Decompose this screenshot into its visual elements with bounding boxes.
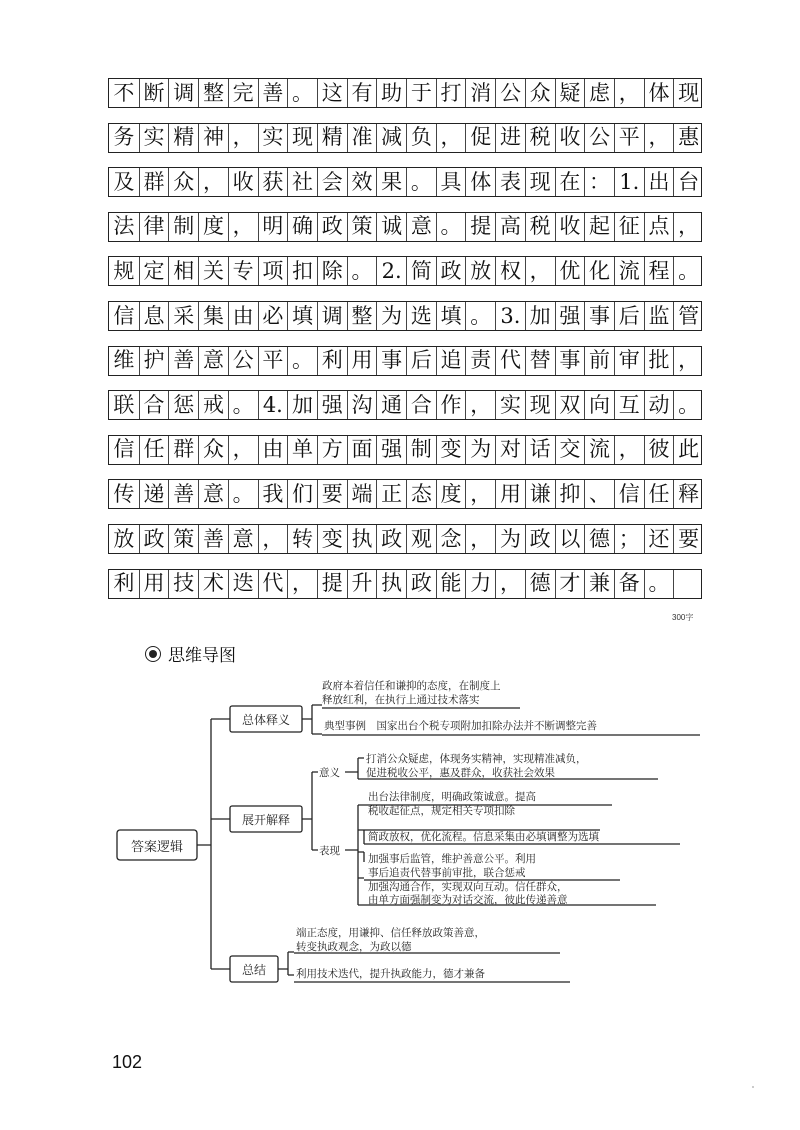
grid-char: 政 (143, 526, 165, 551)
grid-char: 向 (589, 392, 611, 417)
grid-char: 消 (470, 80, 492, 105)
grid-char: 意 (202, 481, 224, 506)
page-number: 102 (112, 1052, 143, 1072)
grid-char: 集 (202, 303, 224, 328)
grid-char: 意 (410, 214, 432, 239)
grid-char: 、 (589, 481, 611, 506)
grid-char: 4. (262, 392, 283, 417)
perf3-line2: 事后追责代替事前审批，联合惩戒 (368, 867, 526, 879)
grid-char: 提 (321, 571, 343, 596)
grid-char: ， (292, 571, 314, 596)
root-label: 答案逻辑 (130, 840, 184, 855)
grid-char: ： (589, 169, 611, 194)
grid-char: 交 (559, 437, 581, 462)
grid-char: 疑 (559, 80, 581, 105)
grid-char: 减 (381, 125, 403, 150)
grid-char: 用 (499, 481, 521, 506)
grid-char: 正 (381, 481, 403, 506)
meaning-label: 意义 (319, 767, 340, 779)
perf1-line2: 税收起征点，规定相关专项扣除 (368, 805, 515, 817)
grid-char: 动 (648, 392, 670, 417)
grid-char: ， (202, 169, 224, 194)
grid-char: 群 (173, 437, 195, 462)
grid-char: 起 (589, 214, 611, 239)
grid-char: 果 (381, 169, 403, 194)
grid-char: 于 (410, 80, 432, 105)
grid-char: 相 (173, 258, 195, 283)
grid-char: 1. (619, 169, 640, 194)
grid-char: 。 (678, 392, 700, 417)
grid-char: 流 (618, 258, 640, 283)
grid-char: 追 (440, 348, 462, 373)
grid-char: 审 (618, 348, 640, 373)
grid-char: 体 (648, 80, 670, 105)
grid-char: 事 (559, 348, 581, 373)
grid-char: 备 (618, 571, 640, 596)
summary-label: 总结 (241, 963, 267, 977)
grid-char: 升 (351, 571, 373, 596)
grid-char: 促 (470, 125, 492, 150)
grid-char: 策 (173, 526, 195, 551)
root-trunk (197, 719, 211, 969)
grid-char: 关 (202, 258, 224, 283)
grid-char: 实 (143, 125, 165, 150)
grid-char: 惠 (678, 125, 700, 150)
grid-char: 收 (232, 169, 254, 194)
grid-char: 定 (143, 258, 165, 283)
grid-char: 代 (262, 571, 284, 596)
grid-char: 强 (381, 437, 403, 462)
grid-char: 后 (618, 303, 640, 328)
grid-char: 负 (410, 125, 432, 150)
grid-char: 必 (262, 303, 284, 328)
grid-char: 调 (321, 303, 343, 328)
grid-char: 政 (381, 526, 403, 551)
meaning-line2: 促进税收公平，惠及群众，收获社会效果 (366, 767, 555, 779)
grid-char: 律 (143, 214, 165, 239)
grid-char: 要 (321, 481, 343, 506)
grid-char: 变 (321, 526, 343, 551)
grid-char: 彼 (648, 437, 670, 462)
grid-char: 迭 (232, 571, 254, 596)
grid-char: 确 (292, 214, 314, 239)
grid-char: 前 (589, 348, 611, 373)
summary-item2: 利用技术迭代，提升执政能力，德才兼备 (296, 968, 485, 980)
grid-char: 填 (440, 303, 462, 328)
grid-char: ， (529, 258, 551, 283)
grid-char: 进 (499, 125, 521, 150)
grid-char: 在 (559, 169, 581, 194)
grid-char: 。 (232, 392, 254, 417)
grid-char: 点 (648, 214, 670, 239)
grid-char: 政 (440, 258, 462, 283)
grid-char: 为 (381, 303, 403, 328)
grid-char: 收 (559, 125, 581, 150)
grid-char: 抑 (559, 481, 581, 506)
grid-char: 单 (292, 437, 314, 462)
grid-char: 执 (381, 571, 403, 596)
grid-char: ， (440, 125, 462, 150)
grid-char: ， (470, 392, 492, 417)
grid-char: 批 (648, 348, 670, 373)
grid-char: 以 (559, 526, 581, 551)
grid-char: 效 (351, 169, 373, 194)
grid-char: 善 (202, 526, 224, 551)
grid-char: 戒 (202, 392, 224, 417)
grid-char: ； (618, 526, 640, 551)
grid-char: 。 (648, 571, 670, 596)
grid-char: 明 (262, 214, 284, 239)
grid-char: 执 (351, 526, 373, 551)
grid-char: 技 (173, 571, 195, 596)
grid-char: 打 (440, 80, 462, 105)
grid-char: 准 (351, 125, 373, 150)
grid-char: 选 (410, 303, 432, 328)
grid-char: 社 (292, 169, 314, 194)
perf2: 简政放权，优化流程。信息采集由必填调整为选填 (368, 831, 599, 843)
grid-char: 互 (618, 392, 640, 417)
grid-char: 才 (559, 571, 581, 596)
grid-char: 们 (292, 481, 314, 506)
grid-char: 加 (529, 303, 551, 328)
grid-char: 。 (470, 303, 492, 328)
grid-char: 由 (232, 303, 254, 328)
grid-char: 公 (232, 348, 254, 373)
speck (752, 1086, 754, 1088)
grid-char: 虑 (589, 80, 611, 105)
grid-char: 策 (351, 214, 373, 239)
perf4-line2: 由单方面强制变为对话交流，彼此传递善意 (368, 894, 568, 906)
grid-char: 释 (678, 481, 700, 506)
grid-char: 平 (618, 125, 640, 150)
grid-char: 面 (351, 437, 373, 462)
grid-char: 。 (292, 348, 314, 373)
grid-char: 2. (381, 258, 402, 283)
grid-char: 德 (529, 571, 551, 596)
grid-char: 高 (499, 214, 521, 239)
grid-char: 表 (499, 169, 521, 194)
grid-char: 实 (262, 125, 284, 150)
grid-char: 政 (321, 214, 343, 239)
grid-char: 税 (529, 214, 551, 239)
grid-char: ， (262, 526, 284, 551)
grid-char: 信 (113, 437, 135, 462)
summary-item1-line2: 转变执政观念，为政以德 (296, 941, 412, 953)
grid-char: 现 (529, 392, 551, 417)
grid-char: 填 (292, 303, 314, 328)
grid-char: 神 (202, 125, 224, 150)
grid-char: 提 (470, 214, 492, 239)
grid-char: ， (232, 437, 254, 462)
grid-char: 联 (113, 392, 135, 417)
grid-char: 作 (440, 392, 462, 417)
grid-char: 用 (351, 348, 373, 373)
grid-char: 诚 (381, 214, 403, 239)
grid-char: 流 (589, 437, 611, 462)
grid-char: 整 (202, 80, 224, 105)
expand-label: 展开解释 (241, 813, 291, 827)
grid-char: 众 (173, 169, 195, 194)
grid-char: ， (678, 214, 700, 239)
grid-char: 项 (262, 258, 284, 283)
grid-char: 众 (529, 80, 551, 105)
grid-char: 出 (648, 169, 670, 194)
grid-char: 实 (499, 392, 521, 417)
grid-char: 强 (321, 392, 343, 417)
grid-char: 会 (321, 169, 343, 194)
grid-char: 征 (618, 214, 640, 239)
grid-char: 扣 (292, 258, 314, 283)
grid-char: 收 (559, 214, 581, 239)
grid-char: 政 (529, 526, 551, 551)
grid-char: 体 (470, 169, 492, 194)
grid-char: 合 (143, 392, 165, 417)
grid-char: 平 (262, 348, 284, 373)
grid-char: 。 (351, 258, 373, 283)
grid-char: 后 (410, 348, 432, 373)
grid-char: 还 (648, 526, 670, 551)
grid-char: 话 (529, 437, 551, 462)
grid-char: 现 (529, 169, 551, 194)
grid-char: ， (678, 348, 700, 373)
grid-char: ， (470, 526, 492, 551)
grid-char: 为 (499, 526, 521, 551)
grid-char: 沟 (351, 392, 373, 417)
grid-char: 监 (648, 303, 670, 328)
grid-char: 精 (173, 125, 195, 150)
grid-char: 责 (470, 348, 492, 373)
grid-char: 术 (202, 571, 224, 596)
grid-char: 任 (143, 437, 165, 462)
grid-char: 权 (499, 258, 521, 283)
grid-char: 制 (410, 437, 432, 462)
grid-char: 力 (470, 571, 492, 596)
grid-char: 法 (113, 214, 135, 239)
grid-char: 为 (470, 437, 492, 462)
grid-char: 事 (589, 303, 611, 328)
grid-char: 我 (262, 481, 284, 506)
grid-char: 双 (559, 392, 581, 417)
grid-char: ， (232, 125, 254, 150)
grid-char: 。 (678, 258, 700, 283)
grid-char: 惩 (173, 392, 195, 417)
grid-char: 化 (589, 258, 611, 283)
grid-char: 群 (143, 169, 165, 194)
grid-char: 念 (440, 526, 462, 551)
grid-char: 用 (143, 571, 165, 596)
grid-char: 采 (173, 303, 195, 328)
grid-char: 税 (529, 125, 551, 150)
grid-char: 由 (262, 437, 284, 462)
grid-char: 除 (321, 258, 343, 283)
grid-char: 意 (232, 526, 254, 551)
grid-char: 对 (499, 437, 521, 462)
grid-char: 利 (321, 348, 343, 373)
grid-char: ， (470, 481, 492, 506)
grid-char: 。 (232, 481, 254, 506)
overall-item2: 典型事例 国家出台个税专项附加扣除办法并不断调整完善 (324, 720, 597, 732)
summary-item1-line1: 端正态度，用谦抑、信任释放政策善意， (296, 927, 485, 939)
grid-char: 完 (232, 80, 254, 105)
grid-char: 德 (589, 526, 611, 551)
grid-char: 利 (113, 571, 135, 596)
grid-char: 加 (292, 392, 314, 417)
grid-char: 。 (440, 214, 462, 239)
grid-char: 公 (499, 80, 521, 105)
grid-char: 善 (173, 348, 195, 373)
grid-char: 现 (292, 125, 314, 150)
grid-char: 具 (440, 169, 462, 194)
grid-char: ， (618, 80, 640, 105)
grid-char: 信 (618, 481, 640, 506)
grid-char: 简 (410, 258, 432, 283)
meaning-line1: 打消公众疑虑，体现务实精神，实现精准减负， (366, 753, 587, 765)
grid-char: 政 (410, 571, 432, 596)
grid-char: 规 (113, 258, 135, 283)
grid-char: 转 (292, 526, 314, 551)
grid-char: 意 (202, 348, 224, 373)
grid-char: 管 (678, 303, 700, 328)
grid-char: 众 (202, 437, 224, 462)
grid-char: 息 (143, 303, 165, 328)
grid-char: 放 (113, 526, 135, 551)
grid-char: 任 (648, 481, 670, 506)
grid-char: 获 (262, 169, 284, 194)
grid-char: 专 (232, 258, 254, 283)
grid-char: 公 (589, 125, 611, 150)
grid-char: 兼 (589, 571, 611, 596)
grid-char: 事 (381, 348, 403, 373)
grid-char: 助 (381, 80, 403, 105)
grid-char: 务 (113, 125, 135, 150)
grid-char: 度 (202, 214, 224, 239)
grid-char: 方 (321, 437, 343, 462)
grid-char: ， (499, 571, 521, 596)
grid-char: ， (648, 125, 670, 150)
grid-char: 不 (113, 80, 135, 105)
grid-char: 信 (113, 303, 135, 328)
grid-char: 观 (410, 526, 432, 551)
grid-char: 整 (351, 303, 373, 328)
grid-char: 度 (440, 481, 462, 506)
grid-char: 放 (470, 258, 492, 283)
grid-char: 谦 (529, 481, 551, 506)
overall-item1-line2: 释放红利，在执行上通过技术落实 (322, 694, 480, 706)
perf-label: 表现 (319, 845, 340, 857)
grid-char: 维 (113, 348, 135, 373)
grid-char: ， (232, 214, 254, 239)
grid-char: 及 (113, 169, 135, 194)
grid-char: 递 (143, 481, 165, 506)
overall-label: 总体释义 (241, 713, 291, 727)
grid-char: 优 (559, 258, 581, 283)
grid-char: 变 (440, 437, 462, 462)
grid-char: 能 (440, 571, 462, 596)
grid-char: 替 (529, 348, 551, 373)
word-count: 300字 (672, 613, 694, 622)
grid-char: 。 (292, 80, 314, 105)
grid-char: 有 (351, 80, 373, 105)
grid-char: 断 (143, 80, 165, 105)
grid-char: 传 (113, 481, 135, 506)
grid-char: 善 (262, 80, 284, 105)
grid-char: 强 (559, 303, 581, 328)
grid-char: 护 (143, 348, 165, 373)
grid-char: 。 (410, 169, 432, 194)
grid-char: 合 (410, 392, 432, 417)
grid-char: 善 (173, 481, 195, 506)
overall-item1-line1: 政府本着信任和谦抑的态度，在制度上 (322, 680, 501, 692)
grid-char: 现 (678, 80, 700, 105)
grid-char: 此 (678, 437, 700, 462)
perf1-line1: 出台法律制度，明确政策诚意。提高 (368, 791, 536, 803)
grid-char: 代 (499, 348, 521, 373)
grid-char: 台 (678, 169, 700, 194)
grid-char: 调 (173, 80, 195, 105)
grid-char: 通 (381, 392, 403, 417)
mindmap-title: 思维导图 (168, 646, 236, 665)
grid-char: 程 (648, 258, 670, 283)
grid-char: 要 (678, 526, 700, 551)
grid-char: 精 (321, 125, 343, 150)
grid-char: 态 (410, 481, 432, 506)
grid-char: 制 (173, 214, 195, 239)
grid-char: 3. (500, 303, 521, 328)
grid-char: 端 (351, 481, 373, 506)
grid-char: ， (618, 437, 640, 462)
grid-char: 这 (321, 80, 343, 105)
perf3-line1: 加强事后监管，维护善意公平。利用 (368, 853, 536, 865)
perf4-line1: 加强沟通合作，实现双向互动。信任群众， (368, 881, 568, 893)
